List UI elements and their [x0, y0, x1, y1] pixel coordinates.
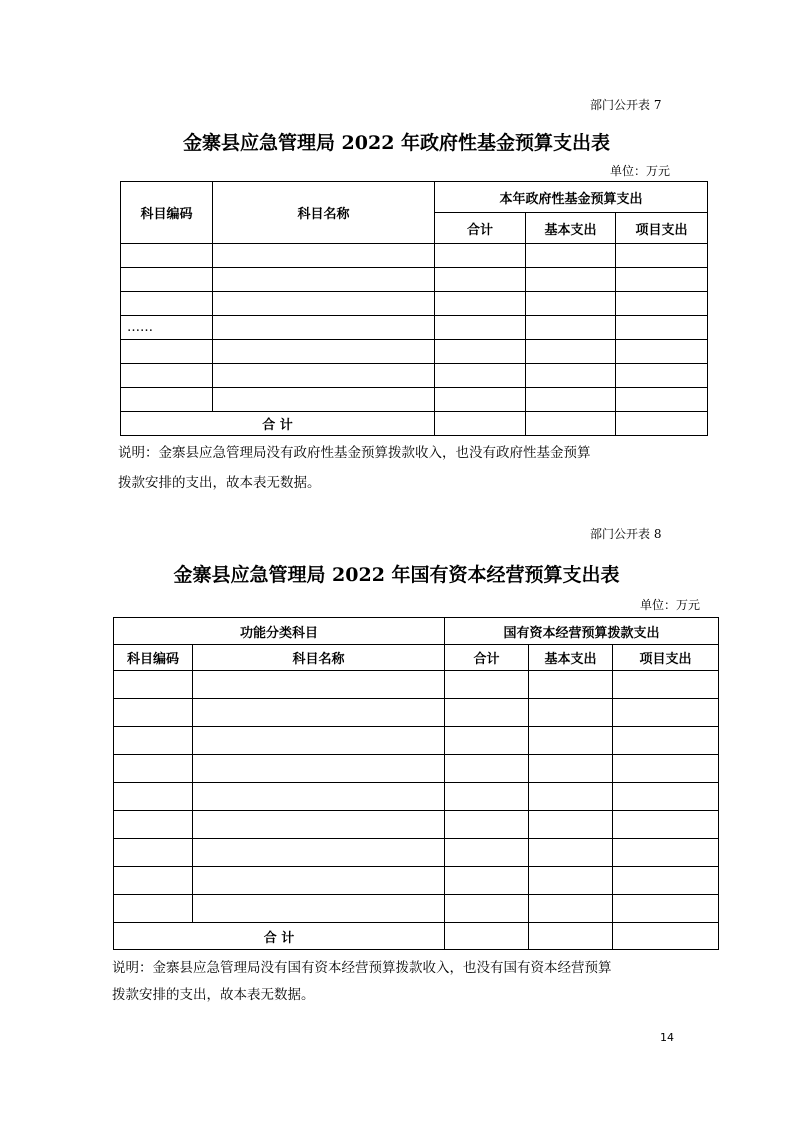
table7-total-label: 合 计 — [121, 412, 435, 436]
table7-header-code: 科目编码 — [121, 182, 213, 244]
table8-header-name: 科目名称 — [193, 645, 445, 671]
table-row — [114, 867, 719, 895]
table7-note-line2: 拨款安排的支出，故本表无数据。 — [118, 475, 321, 491]
table7-title: 金寨县应急管理局 2022 年政府性基金预算支出表 — [182, 132, 611, 154]
table7-total-row — [121, 412, 708, 436]
table8 — [113, 617, 719, 950]
table-row — [114, 895, 719, 923]
table-row — [114, 755, 719, 783]
table8-header-func-group: 功能分类科目 — [114, 618, 445, 645]
table-row — [121, 388, 708, 412]
table-row — [114, 811, 719, 839]
table-row — [114, 783, 719, 811]
table8-header-total: 合计 — [445, 645, 529, 671]
table8-header-row1 — [114, 618, 719, 645]
table8-note-line2: 拨款安排的支出，故本表无数据。 — [112, 987, 315, 1003]
table8-header-code: 科目编码 — [114, 645, 193, 671]
table8-total-label: 合 计 — [114, 923, 445, 950]
table8-unit: 单位：万元 — [640, 598, 701, 612]
table7-header-project: 项目支出 — [616, 213, 708, 244]
table8-total-row — [114, 923, 719, 950]
table-row — [121, 244, 708, 268]
table8-title: 金寨县应急管理局 2022 年国有资本经营预算支出表 — [173, 564, 620, 586]
table-row — [114, 699, 719, 727]
table7-ellipsis: …… — [121, 316, 213, 340]
table7-header-name: 科目名称 — [213, 182, 435, 244]
table7-header-total: 合计 — [435, 213, 526, 244]
table8-header-basic: 基本支出 — [529, 645, 613, 671]
table-row — [114, 727, 719, 755]
table-row — [114, 671, 719, 699]
table7-header-basic: 基本支出 — [526, 213, 616, 244]
table8-note-line1: 说明：金寨县应急管理局没有国有资本经营预算拨款收入，也没有国有资本经营预算 — [112, 960, 612, 976]
table7 — [120, 181, 708, 436]
form-number-7: 部门公开表 7 — [590, 98, 662, 112]
table8-header-row2 — [114, 645, 719, 671]
table7-unit: 单位：万元 — [610, 164, 671, 178]
table-row — [121, 292, 708, 316]
form-number-8: 部门公开表 8 — [590, 527, 662, 541]
table8-header-group: 国有资本经营预算拨款支出 — [445, 618, 719, 645]
table-row — [121, 340, 708, 364]
table-row — [121, 364, 708, 388]
table7-header-row1 — [121, 182, 708, 213]
table-row — [114, 839, 719, 867]
table-row — [121, 268, 708, 292]
table-row — [121, 316, 708, 340]
page-number: 14 — [660, 1031, 674, 1044]
table7-header-group: 本年政府性基金预算支出 — [435, 182, 708, 213]
table8-header-project: 项目支出 — [613, 645, 719, 671]
table7-note-line1: 说明：金寨县应急管理局没有政府性基金预算拨款收入，也没有政府性基金预算 — [118, 445, 591, 461]
